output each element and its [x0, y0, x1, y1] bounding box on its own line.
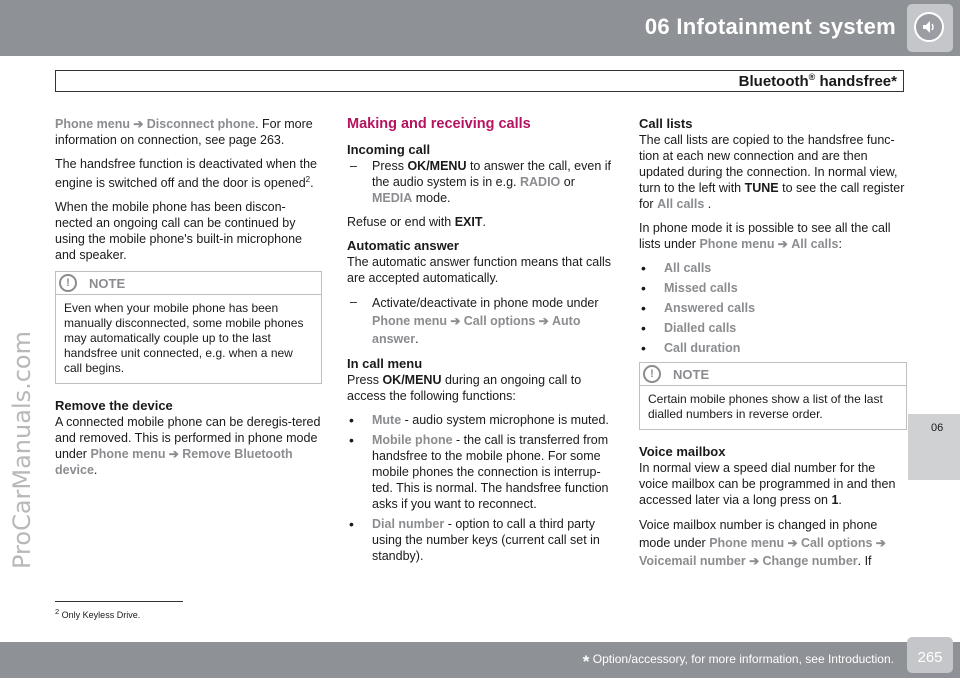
note-text: Certain mobile phones show a list of the last dialled numbers in reverse order. [648, 392, 883, 421]
bullet-icon: • [641, 260, 646, 276]
note-box [55, 271, 322, 384]
menu-link-phone-menu: Phone menu [699, 237, 775, 251]
arrow-right-icon: ➔ [872, 536, 886, 550]
menu-link-phone-menu: Phone menu [90, 447, 166, 462]
menu-link-auto-answer: Auto answer [372, 314, 581, 346]
column-3 [639, 116, 907, 578]
note-box [639, 362, 907, 430]
heading-incoming-call: Incoming call [347, 142, 431, 157]
bullet-icon: • [641, 280, 646, 296]
footnote-ref: 2 [305, 175, 311, 184]
footnote-divider [55, 601, 183, 602]
heading-automatic-answer: Automatic answer [347, 238, 459, 253]
heading-in-call-menu: In call menu [347, 356, 423, 371]
note-label: NOTE [89, 276, 126, 292]
bullet-icon: • [641, 340, 646, 356]
heading-call-lists: Call lists [639, 116, 693, 131]
arrow-right-icon: ➔ [784, 536, 801, 550]
step-auto-answer: – Activate/deactivate in phone mode under Phone menu ➔ Call options ➔ Auto answer. [350, 295, 599, 346]
list-item: • Answered calls [641, 300, 756, 316]
arrow-right-icon: ➔ [745, 554, 763, 568]
step-answer: – Press OK/MENU to answer the call, even if the audio system is in e.g. RADIO or MEDIA mode. [350, 159, 611, 205]
paragraph-remove: A connected mobile phone can be deregis-tered and removed. This is performed in phone mode under Phone menu ➔ Remove Bluetooth device. [55, 415, 321, 478]
paragraph-continue-call: When the mobile phone has been discon-nected an ongoing call can be continued by using the mobile phone's built-in microphone and speaker. [55, 200, 302, 263]
info-icon: ! [643, 365, 661, 383]
chapter-header-bar [0, 0, 960, 56]
footer-bar [0, 642, 960, 678]
paragraph-phone-mode-lists: In phone mode it is possible to see all the call lists under Phone menu ➔ All calls: [639, 221, 891, 251]
chapter-icon-box [907, 4, 953, 52]
menu-link-disconnect-phone: Disconnect phone [146, 117, 256, 131]
bullet-icon: • [349, 412, 354, 428]
paragraph-voicemail-change: Voice mailbox number is changed in phone mode under Phone menu ➔ Call options ➔ Voicemail number ➔ Change number. If [639, 518, 886, 568]
list-item: • All calls [641, 260, 712, 276]
footnote: $^2$ Only Keyless Drive. [55, 607, 141, 620]
list-item: • Mute - audio system microphone is muted. [349, 412, 609, 428]
menu-link-call-options: Call options [800, 536, 873, 550]
menu-link-all-calls: All calls [657, 197, 705, 211]
column-1 [55, 116, 322, 486]
heading-remove-device: Remove the device [55, 398, 173, 414]
list-item: • Missed calls [641, 280, 738, 296]
list-item: • Mobile phone - the call is transferred from handsfree to the mobile phone. For some mobile phones the connection is interrup-ted. This is normal. The handsfree function asks if you want to reconnect. [349, 432, 609, 511]
menu-link-all-calls: All calls [791, 237, 839, 251]
paragraph-call-lists: The call lists are copied to the handsfree func-tion at each new connection and are then updated during the connection. In normal view, turn to the left with TUNE to see the call register for All calls . [639, 133, 905, 211]
section-header [55, 70, 904, 92]
in-call-functions-list [347, 412, 615, 564]
menu-link-phone-menu: Phone menu [55, 117, 131, 131]
heading-making-receiving-calls: Making and receiving calls [347, 116, 531, 132]
call-lists [639, 260, 907, 356]
menu-link-change-number: Change number [762, 554, 858, 568]
heading-voice-mailbox: Voice mailbox [639, 444, 726, 459]
side-watermark: ProCarManuals.com [8, 330, 36, 570]
bullet-icon: • [349, 432, 354, 448]
paragraph-voice-mailbox: In normal view a speed dial number for the voice mailbox can be programmed in and then accessed later via a long press on 1. [639, 461, 896, 507]
bullet-icon: • [641, 320, 646, 336]
menu-link-remove-bluetooth-device: Remove Bluetooth device [55, 447, 293, 478]
menu-link-call-options: Call options [463, 314, 536, 328]
menu-link-voicemail-number: Voicemail number [639, 554, 746, 568]
page-number: 265 [917, 649, 943, 666]
paragraph-disconnect: Phone menu ➔ Disconnect phone. For more information on connection, see page 263. [55, 117, 313, 147]
speaker-icon [914, 12, 944, 42]
chapter-side-tab: 06 [908, 414, 960, 480]
arrow-right-icon: ➔ [447, 314, 464, 328]
paragraph-auto-answer: The automatic answer function means that calls are accepted automatically. [347, 255, 612, 285]
note-text: Even when your mobile phone has been manually disconnected, some mobile phones may automatically couple up to the last handsfree unit connected, e.g. when a new call begins. [64, 301, 304, 376]
bullet-icon: • [349, 516, 354, 532]
arrow-right-icon: ➔ [774, 237, 792, 251]
chapter-title: 06 Infotainment system [644, 14, 896, 39]
page-number-box [907, 637, 953, 673]
list-item: • Call duration [641, 340, 741, 356]
arrow-right-icon: ➔ [165, 447, 183, 462]
note-label: NOTE [673, 367, 710, 382]
menu-link-radio: RADIO [520, 175, 561, 189]
column-2 [347, 116, 615, 570]
menu-link-phone-menu: Phone menu [372, 314, 448, 328]
info-icon: ! [59, 274, 77, 292]
paragraph-refuse: Refuse or end with EXIT. [347, 215, 486, 229]
list-item: • Dialled calls [641, 320, 737, 336]
menu-link-phone-menu: Phone menu [709, 536, 785, 550]
arrow-right-icon: ➔ [535, 314, 553, 328]
paragraph-deactivated: The handsfree function is deactivated when the engine is switched off and the door is opened$^2$. [55, 157, 317, 191]
menu-link-media: MEDIA [372, 191, 413, 205]
paragraph-in-call: Press OK/MENU during an ongoing call to access the following functions: [347, 373, 582, 403]
bullet-icon: • [641, 300, 646, 316]
section-title: Bluetooth® handsfree* [738, 72, 897, 90]
list-item: • Dial number - option to call a third party using the number keys (current call set in standby). [349, 516, 600, 563]
arrow-right-icon: ➔ [130, 117, 147, 131]
footer-note: * Option/accessory, for more information, see Introduction. [582, 652, 894, 671]
